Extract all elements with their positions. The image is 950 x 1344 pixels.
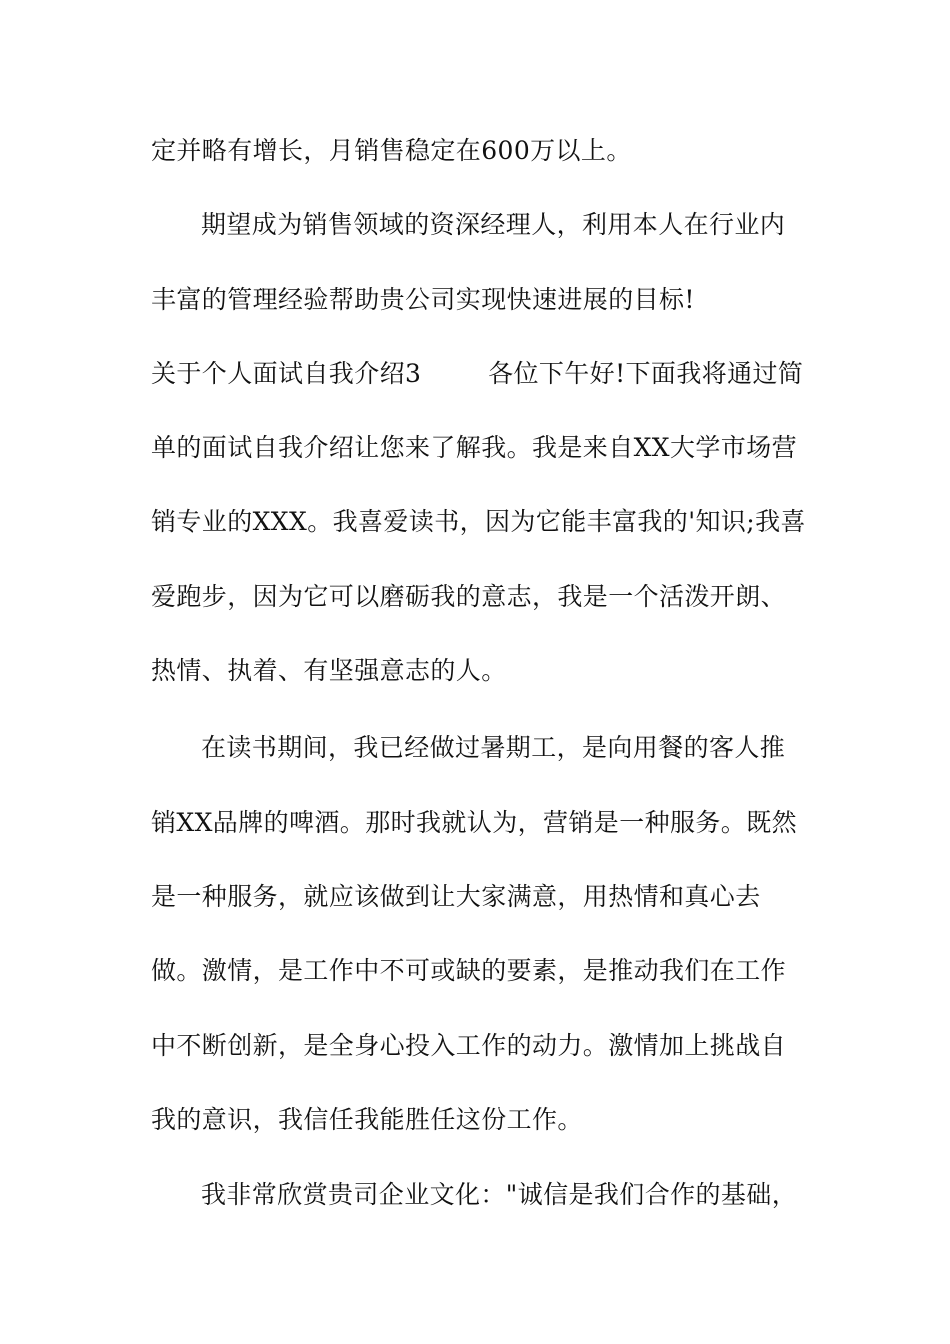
text-line: 热情、执着、有坚强意志的人。 — [151, 656, 507, 685]
text-line: 是一种服务，就应该做到让大家满意，用热情和真心去 — [151, 882, 761, 911]
text-line: 单的面试自我介绍让您来了解我。我是来自XX大学市场营 — [151, 433, 797, 462]
paragraph-start-line: 在读书期间，我已经做过暑期工，是向用餐的客人推 — [201, 733, 786, 762]
text-line: 丰富的管理经验帮助贵公司实现快速进展的目标! — [151, 285, 695, 314]
text-line: 销专业的XXX。我喜爱读书，因为它能丰富我的'知识;我喜 — [151, 507, 806, 536]
paragraph-start-line: 我非常欣赏贵司企业文化："诚信是我们合作的基础， — [201, 1180, 798, 1209]
text-line: 定并略有增长，月销售稳定在600万以上。 — [151, 136, 632, 165]
text-line: 销XX品牌的啤酒。那时我就认为，营销是一种服务。既然 — [151, 808, 797, 837]
text-line: 我的意识，我信任我能胜任这份工作。 — [151, 1105, 583, 1134]
section-heading-line: 关于个人面试自我介绍3 各位下午好!下面我将通过简 — [151, 359, 804, 388]
text-line: 做。激情，是工作中不可或缺的要素，是推动我们在工作 — [151, 956, 787, 985]
text-line: 中不断创新，是全身心投入工作的动力。激情加上挑战自 — [151, 1031, 787, 1060]
paragraph-start-line: 期望成为销售领域的资深经理人，利用本人在行业内 — [201, 210, 786, 239]
text-line: 爱跑步，因为它可以磨砺我的意志，我是一个活泼开朗、 — [151, 582, 787, 611]
